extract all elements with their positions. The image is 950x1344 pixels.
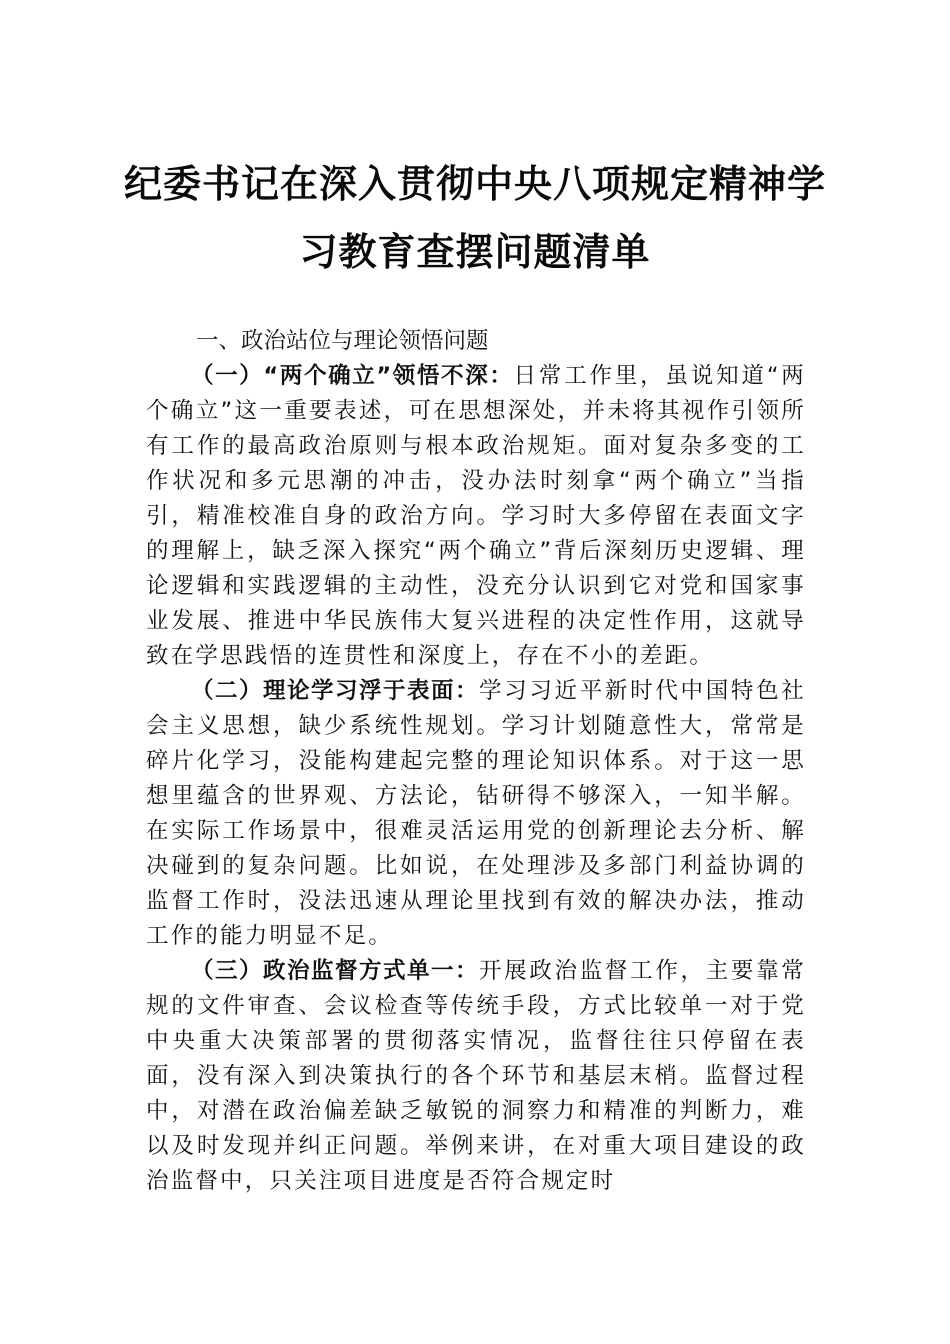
paragraph-text: 开展政治监督工作，主要靠常规的文件审查、会议检查等传统手段，方式比较单一对于党中央重大决策部署的贯彻落实情况，监督往往只停留在表面，没有深入到决策执行的各个环节和基层末梢。监督过程中，对潜在政治偏差缺乏敏锐的洞察力和精准的判断力，难以及时发现并纠正问题。举例来讲，在对重大项目建设的政治监督中，只关注项目进度是否符合规定时: [146, 958, 806, 1194]
paragraph-2: [146, 674, 806, 954]
document-title-line2: 习教育查摆问题清单: [299, 229, 651, 274]
paragraph-lead: （三）政治监督方式单一：: [191, 958, 479, 984]
document-title-line1: 纪委书记在深入贯彻中央八项规定精神学: [123, 161, 826, 206]
paragraph-text: 学习习近平新时代中国特色社会主义思想，缺少系统性规划。学习计划随意性大，常常是碎片化学习，没能构建起完整的理论知识体系。对于这一思想里蕴含的世界观、方法论，钻研得不够深入，一知半解。在实际工作场景中，很难灵活运用党的创新理论去分析、解决碰到的复杂问题。比如说，在处理涉及多部门利益协调的监督工作时，没法迅速从理论里找到有效的解决办法，推动工作的能力明显不足。: [146, 678, 806, 949]
paragraph-lead: （二）理论学习浮于表面：: [191, 678, 479, 704]
section-heading: 一、政治站位与理论领悟问题: [196, 328, 489, 354]
paragraph-1: [146, 359, 806, 674]
document-body: [146, 324, 806, 1199]
paragraph-3: [146, 954, 806, 1199]
paragraph-lead: （一）“两个确立”领悟不深：: [191, 363, 514, 389]
paragraph-text: 日常工作里，虽说知道“两个确立”这一重要表述，可在思想深处，并未将其视作引领所有工作的最高政治原则与根本政治规矩。面对复杂多变的工作状况和多元思潮的冲击，没办法时刻拿“两个确立”当指引，精准校准自身的政治方向。学习时大多停留在表面文字的理解上，缺乏深入探究“两个确立”背后深刻历史逻辑、理论逻辑和实践逻辑的主动性，没充分认识到它对党和国家事业发展、推进中华民族伟大复兴进程的决定性作用，这就导致在学思践悟的连贯性和深度上，存在不小的差距。: [146, 363, 807, 669]
